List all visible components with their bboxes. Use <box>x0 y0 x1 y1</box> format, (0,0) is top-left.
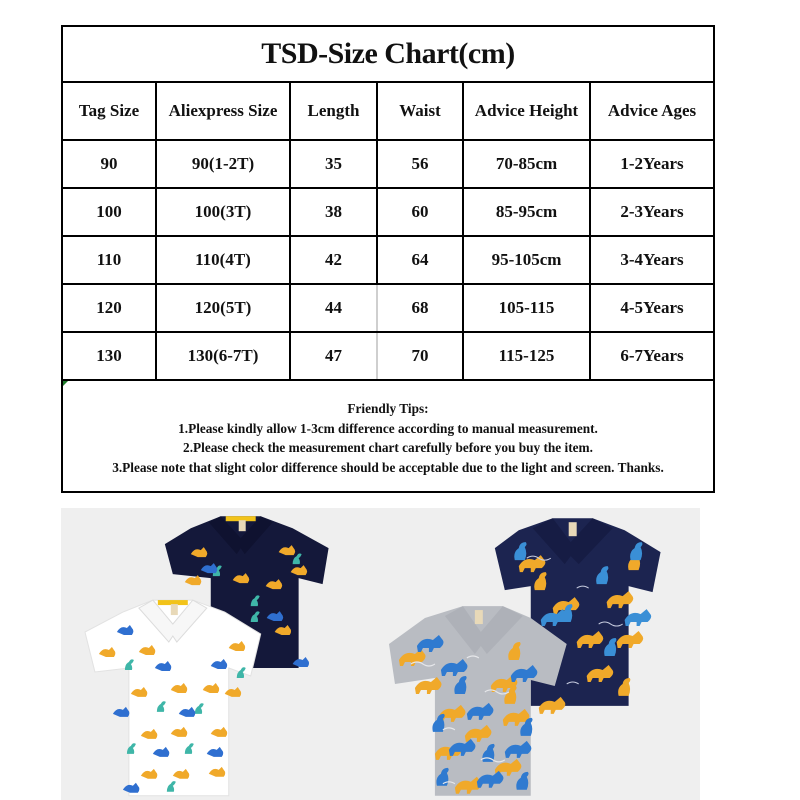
cell-length: 38 <box>290 188 377 236</box>
cell-tag-size: 130 <box>63 332 156 380</box>
tips-heading: Friendly Tips: <box>347 401 429 416</box>
polo-shirts-illustration <box>61 508 381 800</box>
cell-corner-marker <box>63 381 68 386</box>
friendly-tips <box>63 381 713 491</box>
cell-waist: 70 <box>377 332 463 380</box>
cell-waist: 64 <box>377 236 463 284</box>
product-photo-large-dino <box>381 508 701 800</box>
cell-advice-ages: 6-7Years <box>590 332 713 380</box>
table-row <box>63 188 713 236</box>
product-photos <box>61 508 700 800</box>
cell-advice-height: 85-95cm <box>463 188 590 236</box>
table-row <box>63 284 713 332</box>
cell-advice-height: 70-85cm <box>463 140 590 188</box>
header-waist: Waist <box>377 83 463 140</box>
cell-waist: 60 <box>377 188 463 236</box>
white-polo-shirt <box>85 600 261 796</box>
header-tag-size: Tag Size <box>63 83 156 140</box>
size-table <box>63 83 713 381</box>
cell-waist: 56 <box>377 140 463 188</box>
cell-aliexpress-size: 110(4T) <box>156 236 290 284</box>
cell-advice-ages: 1-2Years <box>590 140 713 188</box>
cell-aliexpress-size: 100(3T) <box>156 188 290 236</box>
cell-advice-ages: 4-5Years <box>590 284 713 332</box>
size-chart-table <box>61 25 715 493</box>
cell-advice-ages: 3-4Years <box>590 236 713 284</box>
cell-waist: 68 <box>377 284 463 332</box>
cell-aliexpress-size: 90(1-2T) <box>156 140 290 188</box>
polo-shirts-illustration <box>381 508 701 800</box>
cell-tag-size: 90 <box>63 140 156 188</box>
cell-advice-ages: 2-3Years <box>590 188 713 236</box>
cell-length: 35 <box>290 140 377 188</box>
cell-tag-size: 110 <box>63 236 156 284</box>
cell-aliexpress-size: 120(5T) <box>156 284 290 332</box>
header-advice-height: Advice Height <box>463 83 590 140</box>
chart-title: TSD-Size Chart(cm) <box>63 27 713 83</box>
cell-length: 44 <box>290 284 377 332</box>
header-advice-ages: Advice Ages <box>590 83 713 140</box>
cell-tag-size: 120 <box>63 284 156 332</box>
product-photo-small-dino <box>61 508 381 800</box>
table-row <box>63 236 713 284</box>
tip-line: 1.Please kindly allow 1-3cm difference according to manual measurement. <box>178 420 598 436</box>
table-row <box>63 140 713 188</box>
header-row <box>63 83 713 140</box>
cell-advice-height: 95-105cm <box>463 236 590 284</box>
cell-advice-height: 105-115 <box>463 284 590 332</box>
cell-tag-size: 100 <box>63 188 156 236</box>
header-aliexpress-size: Aliexpress Size <box>156 83 290 140</box>
cell-length: 47 <box>290 332 377 380</box>
header-length: Length <box>290 83 377 140</box>
table-row <box>63 332 713 380</box>
cell-aliexpress-size: 130(6-7T) <box>156 332 290 380</box>
cell-length: 42 <box>290 236 377 284</box>
tip-line: 2.Please check the measurement chart carefully before you buy the item. <box>183 440 593 455</box>
cell-advice-height: 115-125 <box>463 332 590 380</box>
tip-line: 3.Please note that slight color difference should be acceptable due to the light and screen. Thanks. <box>112 459 664 475</box>
